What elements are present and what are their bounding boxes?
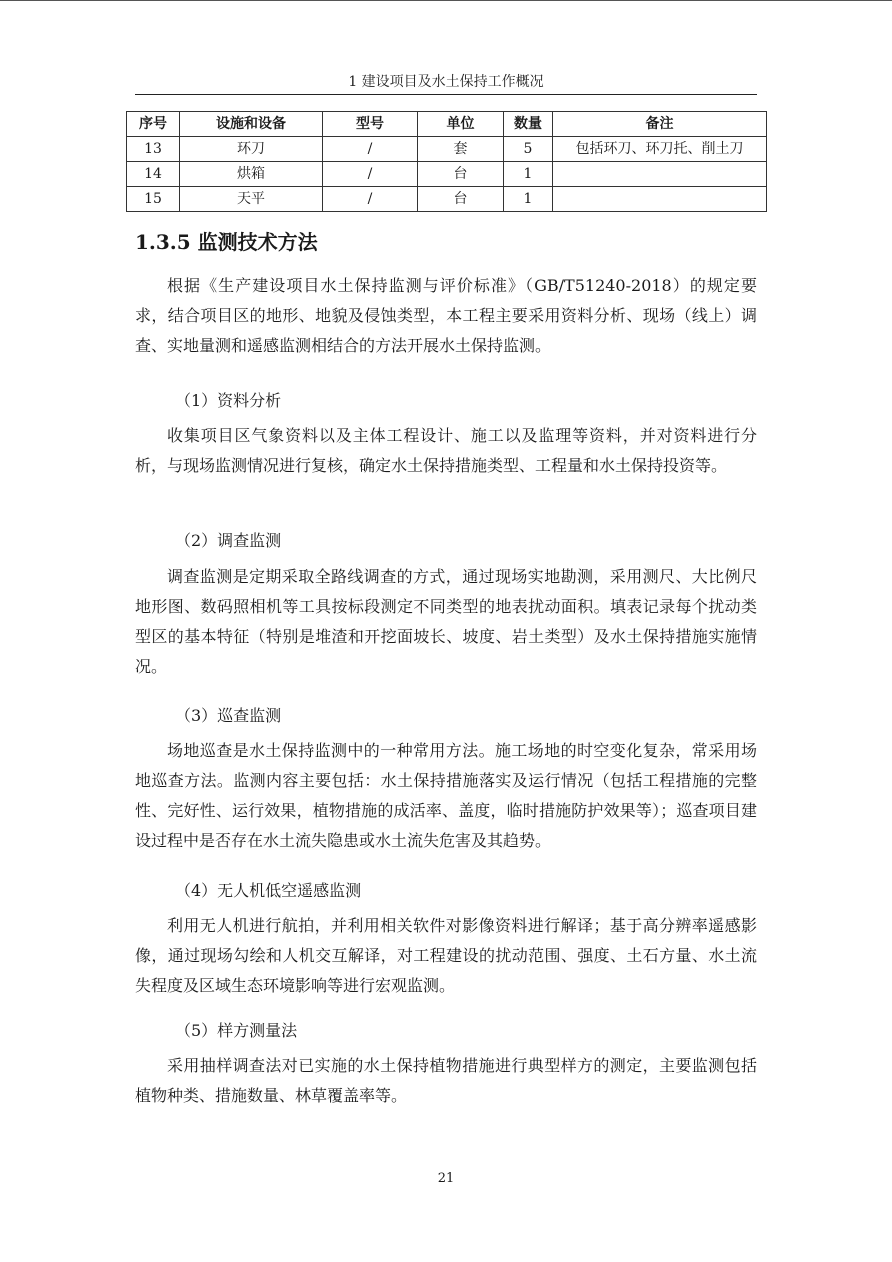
table-cell: 14 <box>127 162 180 187</box>
table-cell: 5 <box>504 137 553 162</box>
intro-paragraph: 根据《生产建设项目水土保持监测与评价标准》（GB/T51240-2018）的规定要求，结合项目区的地形、地貌及侵蚀类型，本工程主要采用资料分析、现场（线上）调查、实地量测和遥感监测相结合的方法开展水土保持监测。 <box>135 276 757 355</box>
table-row <box>127 187 767 212</box>
section-heading: 1.3.5 监测技术方法 <box>135 230 318 254</box>
column-header: 数量 <box>504 112 553 137</box>
table-cell: / <box>323 187 418 212</box>
method-title: （2）调查监测 <box>175 531 282 550</box>
method-paragraph: 调查监测是定期采取全路线调查的方式，通过现场实地勘测，采用测尺、大比例尺地形图、数码照相机等工具按标段测定不同类型的地表扰动面积。填表记录每个扰动类型区的基本特征（特别是堆渣和开挖面坡长、坡度、岩土类型）及水土保持措施实施情况。 <box>135 567 757 676</box>
table-cell: 1 <box>504 162 553 187</box>
table-cell: 环刀 <box>180 137 323 162</box>
table-cell: 台 <box>418 187 504 212</box>
table-cell: 1 <box>504 187 553 212</box>
column-header: 序号 <box>127 112 180 137</box>
table-header-row <box>127 112 767 137</box>
header-rule <box>135 94 757 95</box>
method-paragraph: 场地巡查是水土保持监测中的一种常用方法。施工场地的时空变化复杂，常采用场地巡查方法。监测内容主要包括：水土保持措施落实及运行情况（包括工程措施的完整性、完好性、运行效果，植物措施的成活率、盖度，临时措施防护效果等）；巡查项目建设过程中是否存在水土流失隐患或水土流失危害及其趋势。 <box>135 741 757 850</box>
method-paragraph: 利用无人机进行航拍，并利用相关软件对影像资料进行解译；基于高分辨率遥感影像，通过现场勾绘和人机交互解译，对工程建设的扰动范围、强度、土石方量、水土流失程度及区域生态环境影响等进行宏观监测。 <box>135 916 757 995</box>
method-title: （1）资料分析 <box>175 391 282 410</box>
table-cell: / <box>323 162 418 187</box>
method-title: （3）巡查监测 <box>175 706 282 725</box>
column-header: 设施和设备 <box>180 112 323 137</box>
table-cell: 台 <box>418 162 504 187</box>
method-title: （5）样方测量法 <box>175 1021 298 1040</box>
equipment-table <box>126 111 767 212</box>
page-top-edge <box>0 0 892 1</box>
column-header: 型号 <box>323 112 418 137</box>
table-row <box>127 162 767 187</box>
table-cell: 13 <box>127 137 180 162</box>
method-title: （4）无人机低空遥感监测 <box>175 881 362 900</box>
method-paragraph: 采用抽样调查法对已实施的水土保持植物措施进行典型样方的测定，主要监测包括植物种类、措施数量、林草覆盖率等。 <box>135 1056 757 1105</box>
table-cell: 套 <box>418 137 504 162</box>
table-row <box>127 137 767 162</box>
page-number: 21 <box>437 1171 455 1186</box>
table-cell <box>553 187 767 212</box>
method-paragraph: 收集项目区气象资料以及主体工程设计、施工以及监理等资料，并对资料进行分析，与现场监测情况进行复核，确定水土保持措施类型、工程量和水土保持投资等。 <box>135 426 757 475</box>
table-cell: 15 <box>127 187 180 212</box>
table-cell: / <box>323 137 418 162</box>
column-header: 备注 <box>553 112 767 137</box>
table-cell: 包括环刀、环刀托、削土刀 <box>553 137 767 162</box>
running-header: 1 建设项目及水土保持工作概况 <box>348 74 544 90</box>
table-cell: 天平 <box>180 187 323 212</box>
column-header: 单位 <box>418 112 504 137</box>
table-cell <box>553 162 767 187</box>
table-cell: 烘箱 <box>180 162 323 187</box>
